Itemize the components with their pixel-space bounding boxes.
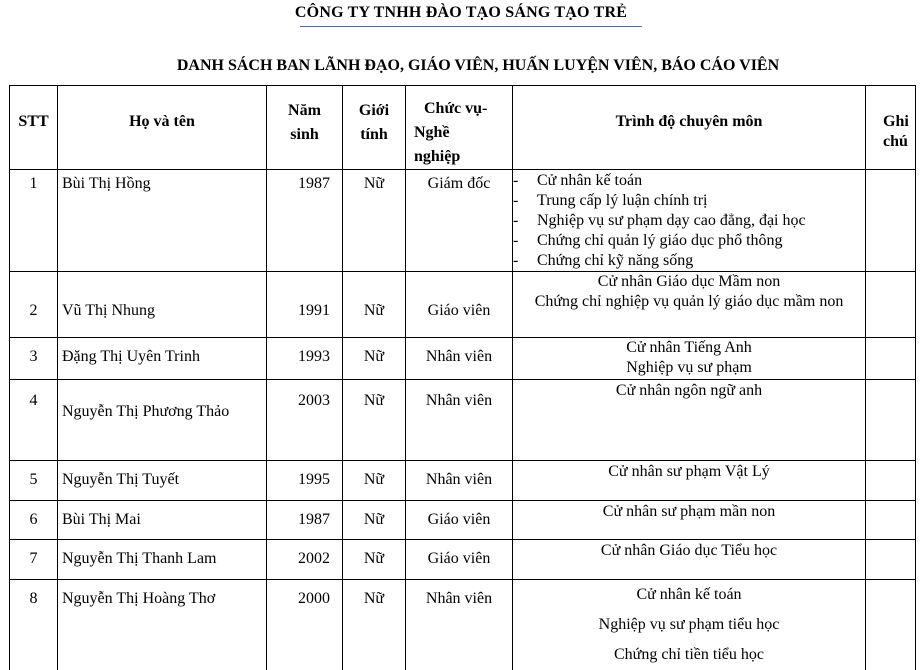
row-birth-year: 1993	[267, 338, 343, 380]
qualification-text: Cử nhân ngôn ngữ anh	[615, 382, 763, 399]
row-birth-year: 2003	[267, 380, 343, 461]
row-role: Nhân viên	[406, 380, 513, 461]
table-row	[10, 170, 916, 272]
row-role: Nhân viên	[406, 461, 513, 501]
row-sex: Nữ	[343, 338, 406, 380]
row-qualifications	[513, 272, 866, 338]
row-stt: 3	[10, 338, 58, 380]
row-birth-year: 1995	[267, 461, 343, 501]
row-role: Giáo viên	[406, 540, 513, 580]
header-role-line-3: nghiệp	[414, 148, 461, 165]
qualification-text: Nghiệp vụ sư phạm tiểu học	[598, 616, 780, 633]
table-row	[10, 338, 916, 380]
row-name: Nguyễn Thị Thanh Lam	[58, 540, 267, 580]
header-stt: STT	[10, 86, 58, 170]
row-note	[866, 580, 916, 670]
row-qualifications	[513, 380, 866, 461]
header-role-line-2: Nghề	[414, 124, 450, 141]
header-note-line-1: Ghi	[883, 113, 909, 130]
header-sex-line-2: tính	[360, 126, 388, 143]
staff-table	[9, 85, 916, 670]
qualification-text: Cử nhân Tiếng Anh	[626, 339, 752, 356]
row-name: Vũ Thị Nhung	[58, 272, 267, 338]
row-note	[866, 170, 916, 272]
row-note	[866, 461, 916, 501]
row-stt: 1	[10, 170, 58, 272]
row-role: Giáo viên	[406, 272, 513, 338]
row-birth-year: 2000	[267, 580, 343, 670]
bullet-dash: -	[513, 232, 519, 249]
qualification-text: Nghiệp vụ sư phạm dạy cao đẳng, đại học	[537, 212, 806, 229]
qualification-item	[513, 171, 865, 191]
qualification-list	[513, 171, 865, 271]
company-name-underline	[300, 26, 642, 27]
qualification-text: Chứng chỉ quản lý giáo dục phổ thông	[537, 232, 783, 249]
row-stt: 7	[10, 540, 58, 580]
table-row	[10, 580, 916, 670]
bullet-dash: -	[513, 192, 519, 209]
header-note	[866, 86, 916, 170]
qualification-text: Cử nhân kế toán	[636, 586, 742, 603]
row-stt: 2	[10, 272, 58, 338]
qualification-text: Chứng chỉ nghiệp vụ quản lý giáo dục mầm non	[534, 293, 844, 310]
table-row	[10, 540, 916, 580]
table-row	[10, 501, 916, 540]
row-stt: 8	[10, 580, 58, 670]
qualification-text: Nghiệp vụ sư phạm	[626, 359, 752, 376]
row-sex: Nữ	[343, 380, 406, 461]
row-name: Đặng Thị Uyên Trinh	[58, 338, 267, 380]
qualification-text: Chứng chỉ tiền tiểu học	[614, 646, 764, 663]
row-sex: Nữ	[343, 461, 406, 501]
row-name: Bùi Thị Hồng	[58, 170, 267, 272]
row-note	[866, 501, 916, 540]
row-qualifications	[513, 580, 866, 670]
table-row	[10, 380, 916, 461]
qualification-item	[513, 251, 865, 271]
row-qualifications	[513, 338, 866, 380]
row-qualifications	[513, 501, 866, 540]
qualification-text: Cử nhân Giáo dục Tiểu học	[600, 542, 778, 559]
row-name: Nguyễn Thị Phương Thảo	[58, 380, 267, 461]
row-role: Giám đốc	[406, 170, 513, 272]
qualification-text: Cử nhân sư phạm Vật Lý	[608, 463, 770, 480]
company-name: CÔNG TY TNHH ĐÀO TẠO SÁNG TẠO TRẺ	[294, 4, 628, 21]
header-sex	[343, 86, 406, 170]
row-birth-year: 1987	[267, 501, 343, 540]
qualification-text: Chứng chỉ kỹ năng sống	[537, 252, 694, 269]
row-qualifications	[513, 461, 866, 501]
row-qualifications	[513, 170, 866, 272]
row-note	[866, 540, 916, 580]
row-stt: 4	[10, 380, 58, 461]
row-role: Nhân viên	[406, 580, 513, 670]
qualification-item	[513, 211, 865, 231]
row-sex: Nữ	[343, 501, 406, 540]
table-row	[10, 461, 916, 501]
header-note-line-2: chú	[883, 133, 908, 150]
header-role-line-1: Chức vụ-	[424, 100, 488, 117]
header-birth-year-line-1: Năm	[288, 102, 321, 119]
row-sex: Nữ	[343, 580, 406, 670]
header-birth-year	[267, 86, 343, 170]
header-role	[406, 86, 513, 170]
row-sex: Nữ	[343, 170, 406, 272]
header-sex-line-1: Giới	[358, 102, 390, 119]
row-name: Bùi Thị Mai	[58, 501, 267, 540]
bullet-dash: -	[513, 172, 519, 189]
row-birth-year: 1987	[267, 170, 343, 272]
row-role: Nhân viên	[406, 338, 513, 380]
row-name: Nguyễn Thị Tuyết	[58, 461, 267, 501]
row-note	[866, 272, 916, 338]
row-sex: Nữ	[343, 540, 406, 580]
qualification-item	[513, 231, 865, 251]
row-birth-year: 2002	[267, 540, 343, 580]
table-row	[10, 272, 916, 338]
row-sex: Nữ	[343, 272, 406, 338]
header-birth-year-line-2: sinh	[290, 126, 319, 143]
list-title: DANH SÁCH BAN LÃNH ĐẠO, GIÁO VIÊN, HUẤN LUYỆN VIÊN, BÁO CÁO VIÊN	[176, 57, 780, 74]
header-name: Họ và tên	[58, 86, 267, 170]
bullet-dash: -	[513, 252, 519, 269]
qualification-text: Cử nhân Giáo dục Mầm non	[597, 273, 781, 290]
table-header-row	[10, 86, 916, 170]
row-stt: 6	[10, 501, 58, 540]
row-name: Nguyễn Thị Hoàng Thơ	[58, 580, 267, 670]
row-qualifications	[513, 540, 866, 580]
qualification-text: Trung cấp lý luận chính trị	[537, 192, 708, 209]
bullet-dash: -	[513, 212, 519, 229]
qualification-item	[513, 191, 865, 211]
qualification-text: Cử nhân kế toán	[537, 172, 643, 189]
qualification-text: Cử nhân sư phạm mần non	[602, 503, 776, 520]
row-birth-year: 1991	[267, 272, 343, 338]
row-note	[866, 338, 916, 380]
row-stt: 5	[10, 461, 58, 501]
row-note	[866, 380, 916, 461]
header-qualification: Trình độ chuyên môn	[513, 86, 866, 170]
row-role: Giáo viên	[406, 501, 513, 540]
